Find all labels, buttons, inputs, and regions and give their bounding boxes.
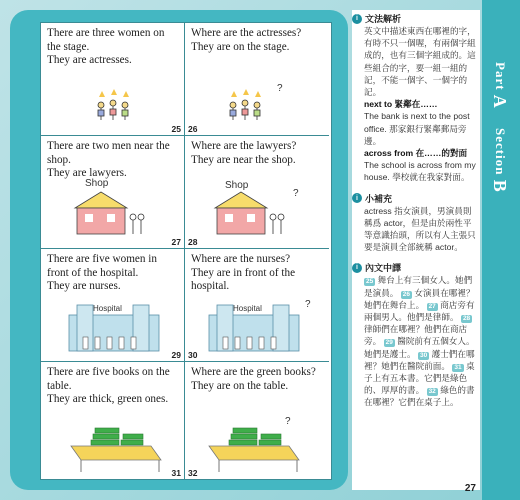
cell-29 <box>41 249 185 362</box>
svg-text:?: ? <box>277 83 283 94</box>
sentence-number: 29 <box>171 350 181 360</box>
svg-text:Hospital: Hospital <box>233 304 262 313</box>
sentence-number: 31 <box>171 468 181 478</box>
section-side-tab <box>482 0 520 500</box>
cell-text: Where are the actresses? They are on the stage. <box>191 27 302 53</box>
svg-text:Shop: Shop <box>85 178 109 189</box>
svg-text:?: ? <box>293 188 299 199</box>
tips-text: actress 指女演員，男演員則稱爲 actor，但是由於兩性平等意識抬頭，所以有人主張只要是演員全部統稱 actor。 <box>364 205 476 253</box>
cell-25 <box>41 23 185 136</box>
cell-text: Where are the green books? They are on the table. <box>191 366 316 392</box>
cell-32 <box>185 362 329 479</box>
phrase-next-to-example: The bank is next to the post office. 那家銀行緊鄰郵局旁邊。 <box>364 111 470 146</box>
cell-27 <box>41 136 185 249</box>
translation-text: 25 舞台上有三個女人。她們是演員。 26 女演員在哪裡？她們在舞台上。 27 商店旁有兩個男人。他們是律師。 28 律師們在哪裡？他們在商店旁。 29 醫院前有五個女人。她們是護士。 30 護士們在哪裡？她們在醫院前面。 31 桌子上有五本書。它們是綠色的、厚厚的書。 32 綠色的書在哪裡？它們在桌子上。 <box>364 275 475 408</box>
grammar-intro: 英文中描述東西在哪裡的字，有時不只一個喔，有兩個字組成的，也有三個字組成的。這些組合的字，要一組一組的記，不能一個字、一個字的記。 <box>364 26 476 98</box>
svg-text:Shop: Shop <box>225 180 249 191</box>
cell-28 <box>185 136 329 249</box>
info-icon: i <box>352 263 362 273</box>
phrase-across-from-example: The school is across from my house. 學校就在我家對面。 <box>364 160 476 183</box>
sentence-number: 26 <box>188 124 198 134</box>
cell-text: There are five books on the table. They are thick, green ones. <box>47 366 170 405</box>
info-icon: i <box>352 193 362 203</box>
svg-text:?: ? <box>285 416 291 427</box>
notes-panel <box>352 10 480 490</box>
info-icon: i <box>352 14 362 24</box>
cell-30 <box>185 249 329 362</box>
sentence-number: 28 <box>188 237 198 247</box>
cell-26 <box>185 23 329 136</box>
cell-31 <box>41 362 185 479</box>
svg-text:?: ? <box>305 299 311 310</box>
cell-text: Where are the lawyers? They are near the shop. <box>191 140 297 166</box>
sentence-number: 32 <box>188 468 198 478</box>
sentence-number: 27 <box>171 237 181 247</box>
section-label: Section B <box>490 128 510 193</box>
cell-text: There are five women in front of the hospital. They are nurses. <box>47 253 157 292</box>
cell-text: There are two men near the shop. They are lawyers. <box>47 140 170 179</box>
cell-text: Where are the nurses? They are in front of the hospital. <box>191 253 296 292</box>
page-number: 27 <box>464 483 476 494</box>
phrase-next-to-title: next to 緊鄰在…… <box>364 99 438 110</box>
part-label: Part A <box>490 62 510 109</box>
cell-text: There are three women on the stage. They are actresses. <box>47 27 165 66</box>
sentence-number: 25 <box>171 124 181 134</box>
tips-heading: i 小補充 <box>352 192 480 205</box>
phrase-across-from-title: across from 在……的對面 <box>364 148 468 159</box>
grammar-heading: i 文法解析 <box>352 12 480 25</box>
translation-heading: i 內文中譯 <box>352 261 480 274</box>
sentence-number: 30 <box>188 350 198 360</box>
sentence-grid <box>40 22 332 480</box>
svg-text:Hospital: Hospital <box>93 304 122 313</box>
